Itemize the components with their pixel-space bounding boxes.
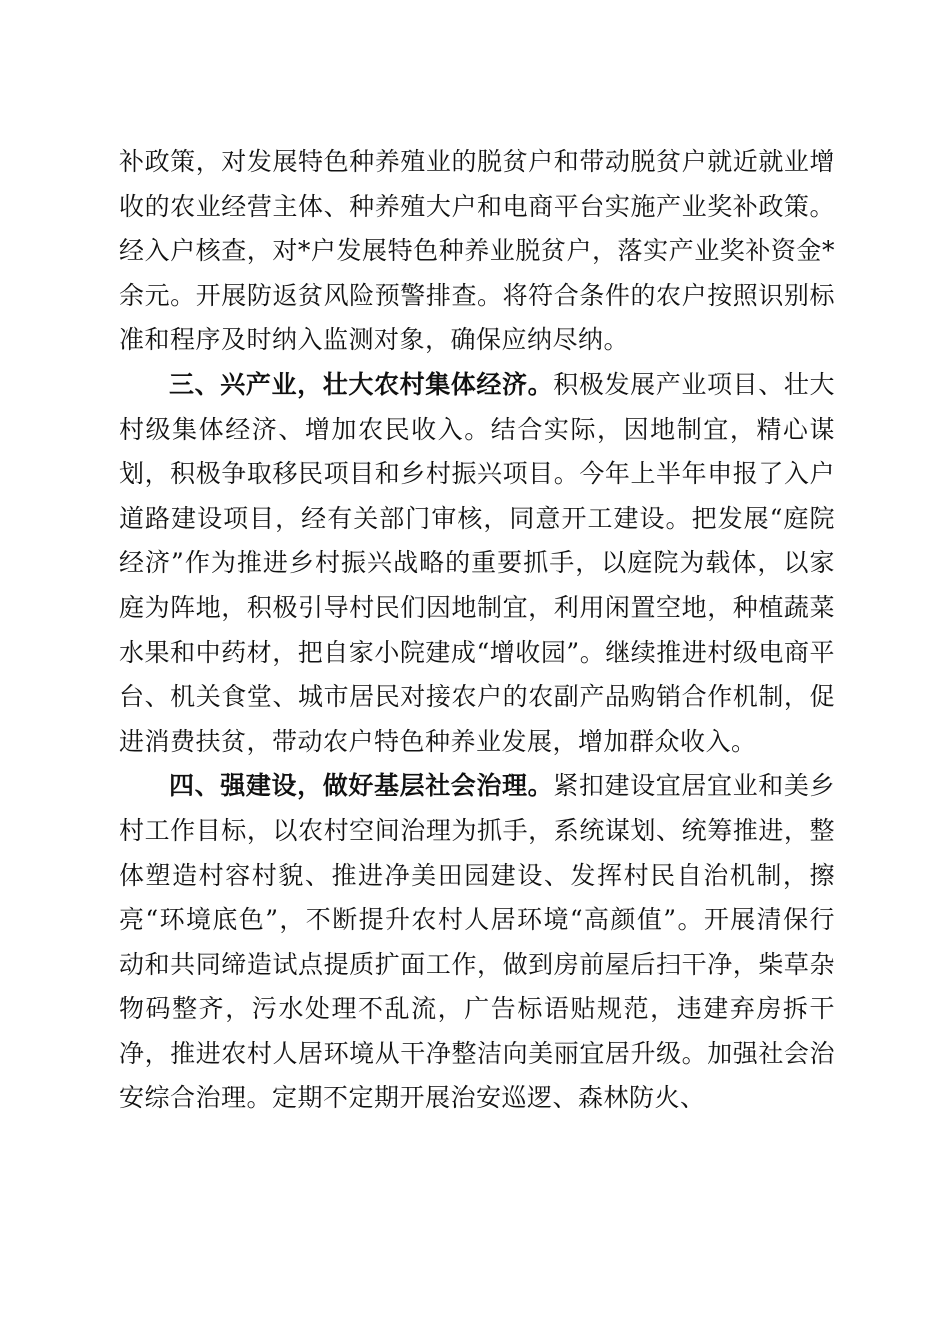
section-heading-industry: 三、兴产业，壮大农村集体经济。 bbox=[169, 369, 554, 399]
section-heading-governance: 四、强建设，做好基层社会治理。 bbox=[169, 771, 554, 801]
paragraph-governance bbox=[119, 764, 835, 1121]
paragraph-industry bbox=[119, 363, 835, 764]
paragraph-body-text: 积极发展产业项目、壮大村级集体经济、增加农民收入。结合实际，因地制宜，精心谋划，积极争取移民项目和乡村振兴项目。今年上半年申报了入户道路建设项目，经有关部门审核，同意开工建设。把发展“庭院经济”作为推进乡村振兴战略的重要抓手，以庭院为载体，以家庭为阵地，积极引导村民们因地制宜，利用闲置空地，种植蔬菜水果和中药材，把自家小院建成“增收园”。继续推进村级电商平台、机关食堂、城市居民对接农户的农副产品购销合作机制，促进消费扶贫，带动农户特色种养业发展，增加群众收入。 bbox=[119, 369, 835, 756]
document-body bbox=[119, 140, 835, 1121]
paragraph-body-text: 紧扣建设宜居宜业和美乡村工作目标，以农村空间治理为抓手，系统谋划、统筹推进，整体塑造村容村貌、推进净美田园建设、发挥村民自治机制，擦亮“环境底色”，不断提升农村人居环境“高颜值”。开展清保行动和共同缔造试点提质扩面工作，做到房前屋后扫干净，柴草杂物码整齐，污水处理不乱流，广告标语贴规范，违建弃房拆干净，推进农村人居环境从干净整洁向美丽宜居升级。加强社会治安综合治理。定期不定期开展治安巡逻、森林防火、 bbox=[119, 771, 835, 1113]
paragraph-body-text: 补政策，对发展特色种养殖业的脱贫户和带动脱贫户就近就业增收的农业经营主体、种养殖大户和电商平台实施产业奖补政策。经入户核查，对*户发展特色种养业脱贫户，落实产业奖补资金*余元。开展防返贫风险预警排查。将符合条件的农户按照识别标准和程序及时纳入监测对象，确保应纳尽纳。 bbox=[119, 147, 835, 355]
paragraph-continuation bbox=[119, 140, 835, 363]
